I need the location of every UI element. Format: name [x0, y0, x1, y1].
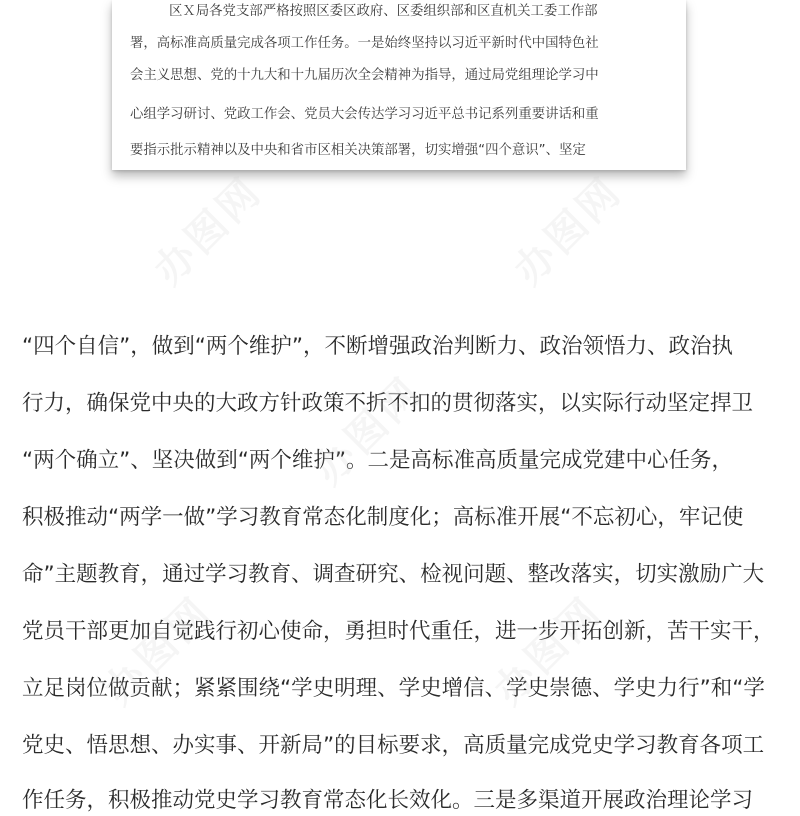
- body-line: “四个自信”，做到“两个维护”，不断增强政治判断力、政治领悟力、政治执: [22, 334, 734, 359]
- body-line: 作任务，积极推动党史学习教育常态化长效化。三是多渠道开展政治理论学习: [22, 788, 754, 813]
- preview-line: 署，高标准高质量完成各项工作任务。一是始终坚持以习近平新时代中国特色社: [130, 36, 599, 51]
- body-line: 立足岗位做贡献；紧紧围绕“学史明理、学史增信、学史崇德、学史力行”和“学: [22, 676, 765, 701]
- preview-line: 心组学习研讨、党政工作会、党员大会传达学习习近平总书记系列重要讲话和重: [130, 107, 599, 122]
- document-page-preview: [112, 0, 686, 170]
- watermark: 办图网: [95, 588, 222, 714]
- body-line: 党员干部更加自觉践行初心使命，勇担时代重任，进一步开拓创新，苦干实干，: [22, 619, 775, 644]
- watermark: 办图网: [485, 588, 612, 714]
- watermark: 办图网: [145, 168, 272, 294]
- body-line: “两个确立”、坚决做到“两个维护”。二是高标准高质量完成党建中心任务，: [22, 448, 734, 473]
- body-line: 积极推动“两学一做”学习教育常态化制度化；高标准开展“不忘初心，牢记使: [22, 505, 744, 530]
- body-line: 命”主题教育，通过学习教育、调查研究、检视问题、整改落实，切实激励广大: [22, 562, 765, 587]
- body-line: 行力，确保党中央的大政方针政策不折不扣的贯彻落实，以实际行动坚定捍卫: [22, 391, 754, 416]
- preview-line: 区Ｘ局各党支部严格按照区委区政府、区委组织部和区直机关工委工作部: [169, 4, 598, 19]
- body-line: 党史、悟思想、办实事、开新局”的目标要求，高质量完成党史学习教育各项工: [22, 733, 765, 758]
- preview-line: 会主义思想、党的十九大和十九届历次全会精神为指导，通过局党组理论学习中: [130, 68, 599, 83]
- watermark: 办图网: [305, 368, 432, 494]
- watermark: 办图网: [505, 168, 632, 294]
- preview-line: 要指示批示精神以及中央和省市区相关决策部署，切实增强“四个意识”、坚定: [130, 143, 586, 158]
